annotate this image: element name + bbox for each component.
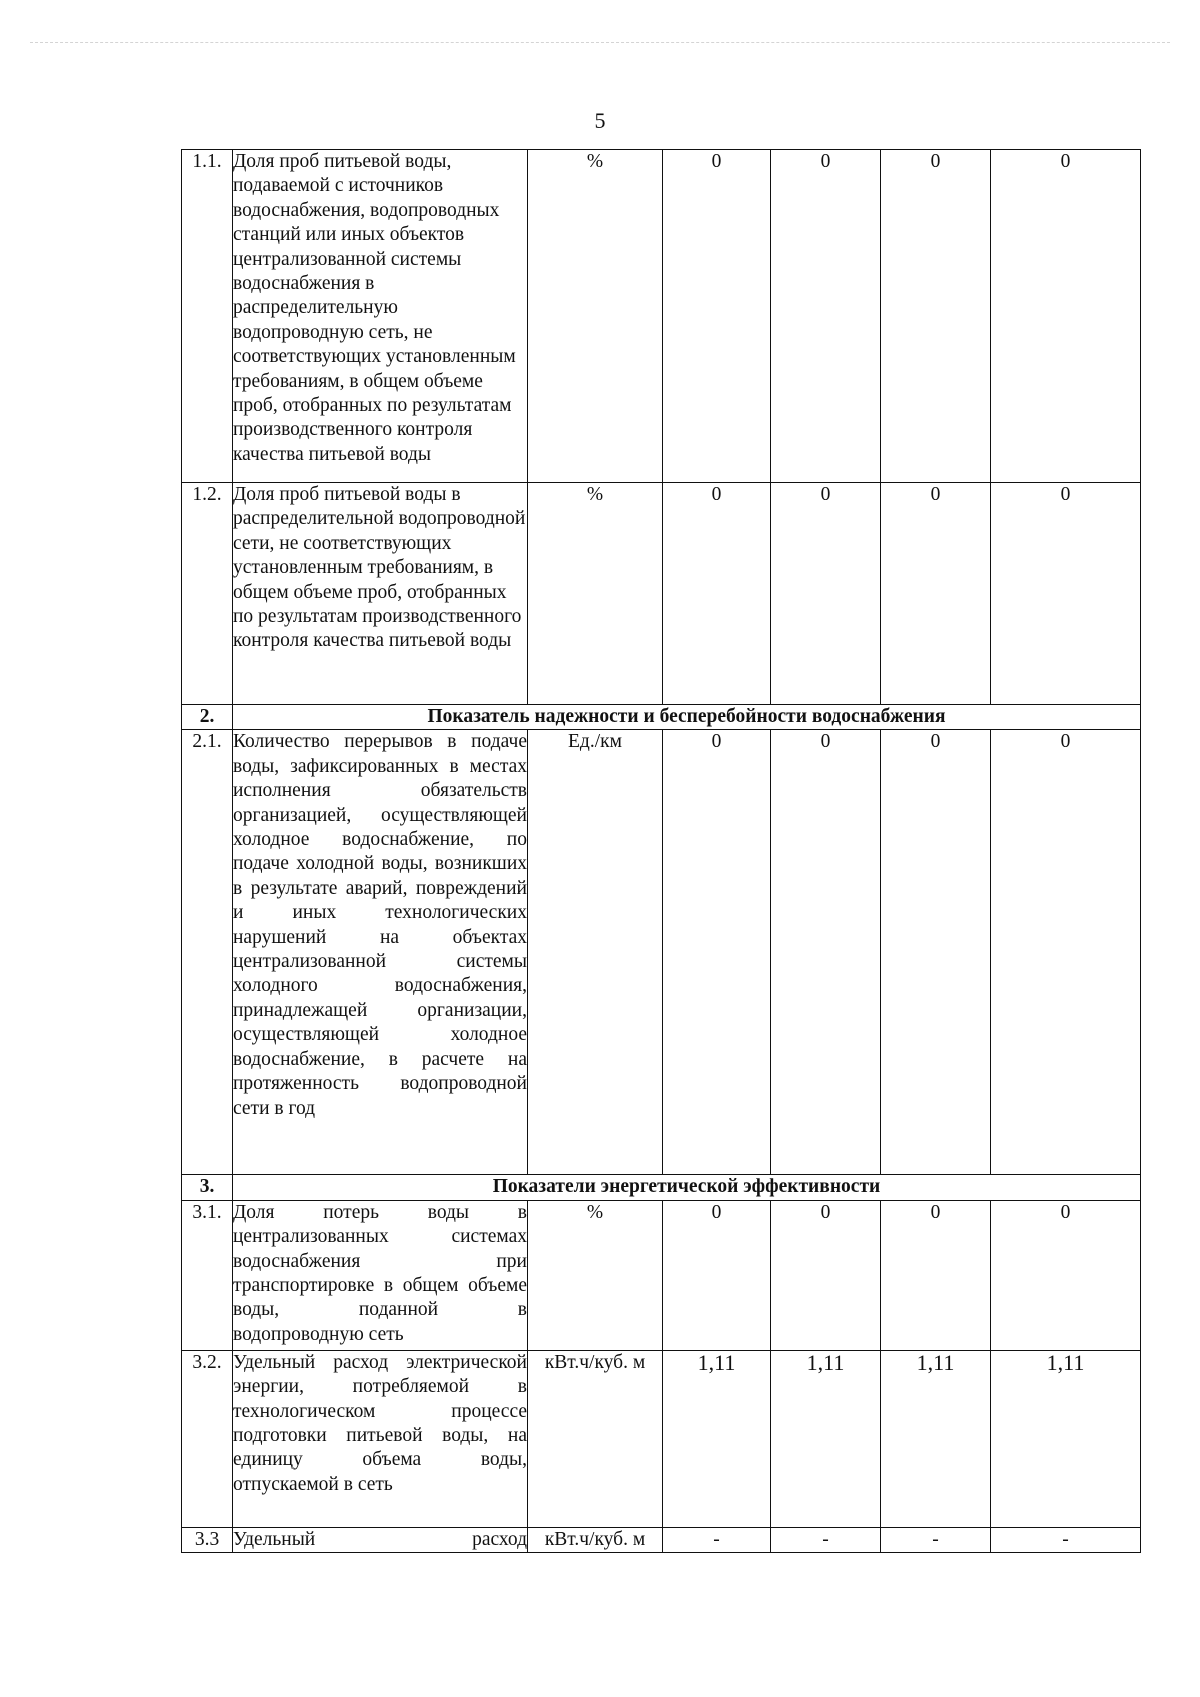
value-cell: 0 xyxy=(991,150,1141,483)
page-number: 5 xyxy=(594,108,606,133)
unit-cell: % xyxy=(528,483,663,705)
value-cell: 0 xyxy=(663,150,771,483)
value-cell: 0 xyxy=(771,1200,881,1350)
description-text: Количество перерывов в подаче воды, зафиксированных в местах исполнения обязательств организацией, осуществляющей холодное водоснабжение, по подаче холодной воды, возникших в результате аварий, повреждений и иных технологических нарушений на объектах централизованной системы холодного водоснабжения, принадлежащей организации, осуществляющей холодное водоснабжение, в расчете на протяженность водопроводной xyxy=(233,731,527,1095)
value-cell: 0 xyxy=(663,730,771,1175)
row-number: 1.2. xyxy=(182,483,233,705)
value-cell: 0 xyxy=(881,483,991,705)
indicator-description: Доля проб питьевой воды, подаваемой с источников водоснабжения, водопроводных станций или иных объектов централизованной системы водоснабжения в распределительную водопроводную сеть, не соответствующих установленным требованиям, в общем объеме проб, отобранных по результатам производственного контроля качества питьевой воды xyxy=(233,150,528,483)
value-cell: - xyxy=(771,1527,881,1552)
value-cell: 0 xyxy=(881,150,991,483)
description-text: Удельный расход электрической энергии, потребляемой в технологическом процессе подготовки питьевой воды, на единицу объема воды, xyxy=(233,1351,527,1471)
row-number: 1.1. xyxy=(182,150,233,483)
description-last-line: отпускаемой в сеть xyxy=(233,1473,393,1495)
table-row xyxy=(182,150,1141,483)
description-last-line: водопроводную сеть xyxy=(233,1323,404,1345)
value-cell: 1,11 xyxy=(771,1350,881,1527)
value-cell: 1,11 xyxy=(991,1350,1141,1527)
section-row xyxy=(182,1175,1141,1200)
indicator-description: Удельный расход xyxy=(233,1527,528,1552)
table-row xyxy=(182,1527,1141,1552)
value-cell: 0 xyxy=(991,483,1141,705)
unit-cell: кВт.ч/куб. м xyxy=(528,1527,663,1552)
indicator-description xyxy=(233,1350,528,1527)
description-text: Доля потерь воды в централизованных системах водоснабжения при транспортировке в общем объеме воды, поданной в xyxy=(233,1201,527,1321)
section-row xyxy=(182,705,1141,730)
indicators-table xyxy=(181,149,1141,1553)
table-row xyxy=(182,1350,1141,1527)
value-cell: - xyxy=(881,1527,991,1552)
value-cell: 0 xyxy=(991,1200,1141,1350)
table-row xyxy=(182,483,1141,705)
table-row xyxy=(182,730,1141,1175)
description-last-line: сети в год xyxy=(233,1097,316,1119)
value-cell: - xyxy=(991,1527,1141,1552)
value-cell: 1,11 xyxy=(881,1350,991,1527)
value-cell: 1,11 xyxy=(663,1350,771,1527)
indicator-description xyxy=(233,1200,528,1350)
row-number: 3.3 xyxy=(182,1527,233,1552)
indicator-description xyxy=(233,730,528,1175)
scan-artifact-line xyxy=(30,42,1170,43)
section-title: Показатель надежности и бесперебойности водоснабжения xyxy=(233,705,1141,730)
row-number: 3.2. xyxy=(182,1350,233,1527)
value-cell: 0 xyxy=(991,730,1141,1175)
section-number: 3. xyxy=(182,1175,233,1200)
table-row xyxy=(182,1200,1141,1350)
section-title: Показатели энергетической эффективности xyxy=(233,1175,1141,1200)
row-number: 2.1. xyxy=(182,730,233,1175)
value-cell: 0 xyxy=(881,730,991,1175)
row-number: 3.1. xyxy=(182,1200,233,1350)
unit-cell: % xyxy=(528,1200,663,1350)
unit-cell: Ед./км xyxy=(528,730,663,1175)
value-cell: 0 xyxy=(771,483,881,705)
value-cell: 0 xyxy=(771,150,881,483)
unit-cell: % xyxy=(528,150,663,483)
indicator-description: Доля проб питьевой воды в распределительной водопроводной сети, не соответствующих установленным требованиям, в общем объеме проб, отобранных по результатам производственного контроля качества питьевой воды xyxy=(233,483,528,705)
value-cell: 0 xyxy=(771,730,881,1175)
section-number: 2. xyxy=(182,705,233,730)
unit-cell: кВт.ч/куб. м xyxy=(528,1350,663,1527)
value-cell: 0 xyxy=(663,483,771,705)
value-cell: 0 xyxy=(663,1200,771,1350)
value-cell: - xyxy=(663,1527,771,1552)
value-cell: 0 xyxy=(881,1200,991,1350)
